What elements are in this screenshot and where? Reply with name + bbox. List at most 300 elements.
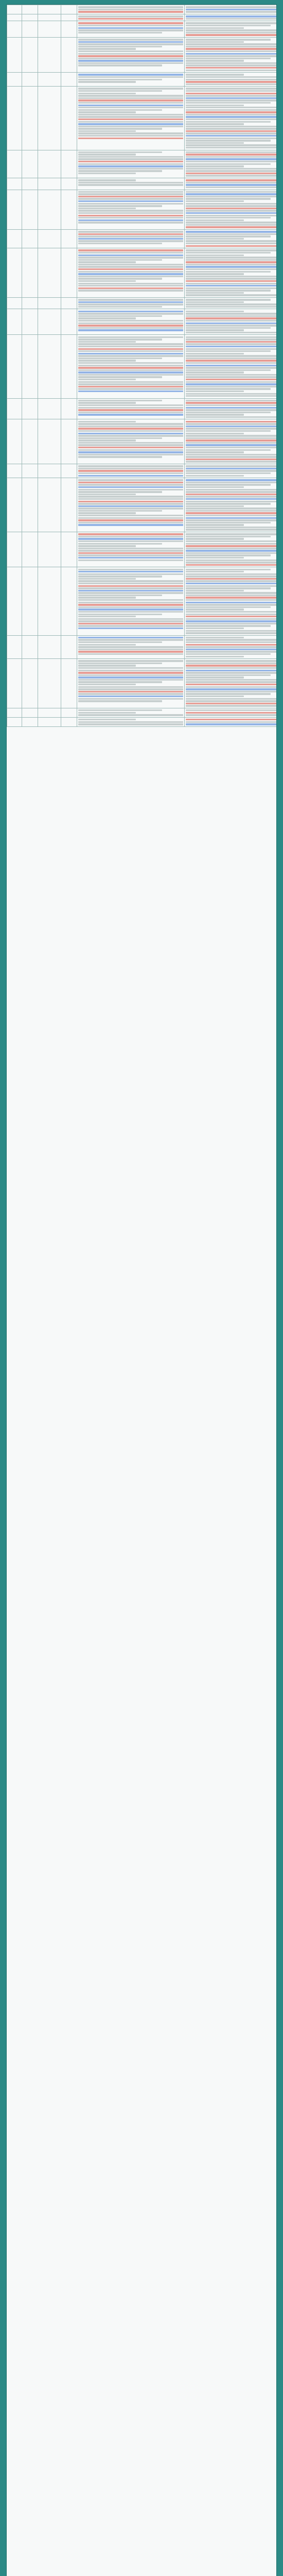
control-measures-cell — [185, 419, 277, 464]
text-line-placeholder — [186, 456, 277, 457]
text-line-placeholder — [78, 721, 183, 723]
risk-areas-cell — [77, 14, 185, 21]
province-cell — [7, 464, 22, 478]
text-line-placeholder — [186, 641, 277, 643]
text-line-placeholder — [78, 320, 183, 321]
text-line-placeholder — [78, 665, 136, 666]
city-cell — [22, 87, 38, 150]
table-row — [7, 464, 277, 478]
text-line-placeholder — [186, 217, 271, 218]
text-line-placeholder — [78, 402, 136, 403]
text-line-placeholder — [78, 346, 183, 347]
province-cell — [7, 73, 22, 87]
text-line-placeholder — [78, 200, 183, 202]
province-cell — [7, 478, 22, 532]
text-line-placeholder — [186, 381, 277, 383]
text-line-placeholder — [186, 138, 277, 139]
text-line-placeholder — [186, 632, 277, 634]
text-line-placeholder — [186, 303, 277, 305]
risk-level-cell — [61, 248, 77, 298]
text-line-placeholder — [186, 575, 277, 577]
text-line-placeholder — [186, 156, 277, 158]
text-line-placeholder — [186, 585, 277, 587]
risk-areas-cell — [77, 567, 185, 635]
text-line-placeholder — [78, 606, 183, 608]
text-line-placeholder — [78, 358, 162, 359]
risk-level-cell — [61, 335, 77, 398]
text-line-placeholder — [78, 60, 183, 61]
text-line-placeholder — [78, 53, 183, 55]
text-line-placeholder — [186, 681, 277, 683]
province-cell — [7, 87, 22, 150]
text-line-placeholder — [186, 395, 277, 397]
text-line-placeholder — [78, 693, 183, 694]
text-line-placeholder — [186, 182, 277, 183]
text-line-placeholder — [78, 329, 183, 331]
text-line-placeholder — [78, 240, 183, 242]
text-line-placeholder — [186, 261, 277, 263]
text-line-placeholder — [78, 109, 162, 111]
text-line-placeholder — [186, 404, 277, 406]
text-line-placeholder — [78, 191, 183, 193]
text-line-placeholder — [78, 430, 183, 432]
text-line-placeholder — [78, 672, 183, 673]
text-line-placeholder — [78, 472, 183, 474]
district-cell — [38, 73, 61, 87]
risk-areas-cell — [77, 309, 185, 335]
text-line-placeholder — [78, 210, 183, 211]
text-line-placeholder — [78, 684, 136, 685]
text-line-placeholder — [78, 571, 183, 572]
text-line-placeholder — [186, 22, 277, 24]
text-line-placeholder — [78, 580, 183, 582]
text-line-placeholder — [186, 315, 277, 317]
text-line-placeholder — [186, 70, 277, 71]
text-line-placeholder — [186, 11, 277, 12]
control-measures-cell — [185, 178, 277, 190]
text-line-placeholder — [186, 437, 277, 439]
text-line-placeholder — [78, 135, 183, 137]
table-row — [7, 248, 277, 298]
text-line-placeholder — [186, 231, 277, 232]
text-line-placeholder — [186, 187, 277, 188]
province-cell — [7, 229, 22, 248]
text-line-placeholder — [78, 423, 183, 425]
text-line-placeholder — [78, 243, 162, 244]
text-line-placeholder — [78, 482, 183, 483]
text-line-placeholder — [78, 156, 183, 158]
text-line-placeholder — [186, 407, 277, 409]
text-line-placeholder — [78, 233, 183, 235]
risk-areas-cell — [77, 297, 185, 309]
control-measures-cell — [185, 309, 277, 335]
text-line-placeholder — [78, 486, 183, 488]
province-cell — [7, 659, 22, 708]
text-line-placeholder — [186, 6, 277, 8]
text-line-placeholder — [186, 527, 277, 528]
text-line-placeholder — [186, 430, 271, 432]
district-cell — [38, 398, 61, 419]
province-cell — [7, 150, 22, 178]
text-line-placeholder — [78, 616, 136, 617]
province-cell — [7, 37, 22, 72]
text-line-placeholder — [186, 50, 277, 52]
text-line-placeholder — [186, 686, 277, 688]
risk-areas-cell — [77, 150, 185, 178]
text-line-placeholder — [78, 151, 162, 153]
text-line-placeholder — [78, 524, 183, 526]
text-line-placeholder — [78, 484, 183, 485]
text-line-placeholder — [186, 245, 277, 247]
text-line-placeholder — [186, 611, 277, 613]
district-cell — [38, 567, 61, 635]
text-line-placeholder — [186, 447, 277, 448]
text-line-placeholder — [186, 90, 277, 92]
text-line-placeholder — [186, 111, 277, 113]
text-line-placeholder — [186, 114, 277, 115]
text-line-placeholder — [186, 222, 277, 223]
text-line-placeholder — [78, 76, 183, 78]
province-cell — [7, 297, 22, 309]
province-cell — [7, 248, 22, 298]
text-line-placeholder — [186, 616, 277, 617]
text-line-placeholder — [186, 580, 277, 582]
text-line-placeholder — [78, 217, 183, 218]
text-line-placeholder — [186, 496, 277, 497]
text-line-placeholder — [186, 674, 271, 676]
control-measures-cell — [185, 190, 277, 229]
text-line-placeholder — [186, 249, 277, 251]
text-line-placeholder — [78, 421, 136, 422]
text-line-placeholder — [186, 656, 244, 657]
text-line-placeholder — [186, 88, 277, 89]
text-line-placeholder — [186, 301, 244, 303]
text-line-placeholder — [186, 550, 277, 551]
text-line-placeholder — [78, 208, 136, 209]
text-line-placeholder — [78, 505, 183, 507]
text-line-placeholder — [78, 116, 183, 117]
text-line-placeholder — [186, 29, 277, 31]
text-line-placeholder — [78, 323, 183, 324]
text-line-placeholder — [186, 721, 277, 723]
text-line-placeholder — [78, 173, 136, 174]
text-line-placeholder — [78, 118, 183, 120]
text-line-placeholder — [78, 491, 162, 493]
text-line-placeholder — [78, 235, 183, 237]
text-line-placeholder — [78, 676, 183, 678]
text-line-placeholder — [78, 614, 162, 615]
district-cell — [38, 87, 61, 150]
text-line-placeholder — [186, 623, 277, 624]
text-line-placeholder — [78, 475, 183, 477]
text-line-placeholder — [186, 703, 277, 704]
text-line-placeholder — [78, 261, 136, 263]
text-line-placeholder — [78, 479, 183, 481]
text-line-placeholder — [186, 426, 277, 427]
text-line-placeholder — [78, 338, 162, 340]
control-measures-cell — [185, 150, 277, 178]
text-line-placeholder — [78, 442, 183, 444]
text-line-placeholder — [186, 536, 271, 537]
text-line-placeholder — [186, 538, 244, 539]
province-cell — [7, 335, 22, 398]
text-line-placeholder — [186, 323, 277, 324]
text-line-placeholder — [78, 88, 183, 89]
text-line-placeholder — [186, 205, 277, 207]
text-line-placeholder — [78, 517, 183, 519]
district-cell — [38, 37, 61, 72]
text-line-placeholder — [78, 325, 183, 326]
district-cell — [38, 178, 61, 190]
text-line-placeholder — [186, 578, 277, 580]
text-line-placeholder — [186, 688, 277, 690]
risk-areas-cell — [77, 73, 185, 87]
text-line-placeholder — [78, 58, 183, 59]
text-line-placeholder — [186, 99, 277, 101]
text-line-placeholder — [78, 575, 162, 577]
text-line-placeholder — [78, 203, 183, 205]
text-line-placeholder — [78, 360, 136, 361]
text-line-placeholder — [78, 62, 183, 64]
text-line-placeholder — [186, 524, 244, 526]
text-line-placeholder — [186, 461, 277, 462]
text-line-placeholder — [78, 287, 183, 289]
text-line-placeholder — [186, 67, 277, 69]
text-line-placeholder — [78, 454, 183, 455]
text-line-placeholder — [78, 519, 183, 521]
text-line-placeholder — [78, 414, 183, 415]
risk-areas-cell — [77, 398, 185, 419]
text-line-placeholder — [78, 595, 162, 596]
text-line-placeholder — [186, 325, 277, 326]
text-line-placeholder — [78, 545, 136, 547]
text-line-placeholder — [186, 512, 277, 514]
text-line-placeholder — [78, 412, 183, 413]
text-line-placeholder — [78, 700, 162, 702]
text-line-placeholder — [186, 602, 277, 603]
text-line-placeholder — [78, 198, 183, 199]
text-line-placeholder — [186, 365, 277, 366]
text-line-placeholder — [78, 573, 183, 575]
text-line-placeholder — [186, 346, 277, 347]
text-line-placeholder — [186, 416, 277, 418]
control-measures-cell — [185, 659, 277, 708]
text-line-placeholder — [186, 60, 244, 61]
text-line-placeholder — [78, 348, 183, 350]
text-line-placeholder — [186, 519, 277, 521]
text-line-placeholder — [78, 536, 183, 537]
risk-level-cell — [61, 635, 77, 658]
text-line-placeholder — [78, 456, 162, 457]
text-line-placeholder — [78, 249, 183, 251]
text-line-placeholder — [186, 233, 277, 235]
province-cell — [7, 398, 22, 419]
city-cell — [22, 532, 38, 567]
text-line-placeholder — [186, 79, 277, 80]
table-row — [7, 478, 277, 532]
text-line-placeholder — [186, 630, 277, 632]
control-measures-cell — [185, 398, 277, 419]
text-line-placeholder — [78, 184, 183, 185]
text-line-placeholder — [78, 552, 183, 554]
text-line-placeholder — [78, 15, 183, 17]
text-line-placeholder — [78, 306, 162, 308]
text-line-placeholder — [78, 99, 183, 101]
text-line-placeholder — [186, 470, 277, 471]
text-line-placeholder — [186, 255, 244, 256]
text-line-placeholder — [78, 447, 183, 448]
table-row — [7, 309, 277, 335]
text-line-placeholder — [78, 686, 183, 688]
text-line-placeholder — [186, 573, 277, 575]
text-line-placeholder — [186, 179, 277, 181]
text-line-placeholder — [186, 212, 277, 214]
district-cell — [38, 309, 61, 335]
text-line-placeholder — [186, 564, 277, 566]
text-line-placeholder — [186, 336, 277, 338]
text-line-placeholder — [186, 151, 277, 153]
text-line-placeholder — [186, 637, 244, 638]
text-line-placeholder — [186, 515, 277, 516]
text-line-placeholder — [186, 34, 277, 36]
text-line-placeholder — [78, 355, 183, 357]
text-line-placeholder — [186, 639, 277, 640]
risk-level-cell — [61, 14, 77, 21]
text-line-placeholder — [186, 386, 277, 387]
text-line-placeholder — [186, 276, 277, 277]
text-line-placeholder — [186, 423, 277, 425]
control-measures-cell — [185, 335, 277, 398]
text-line-placeholder — [186, 595, 277, 596]
text-line-placeholder — [186, 696, 244, 697]
text-line-placeholder — [186, 597, 277, 598]
text-line-placeholder — [186, 391, 244, 392]
risk-areas-cell — [77, 5, 185, 14]
text-line-placeholder — [186, 283, 277, 284]
text-line-placeholder — [186, 264, 277, 265]
province-cell — [7, 14, 22, 21]
text-line-placeholder — [78, 444, 183, 446]
text-line-placeholder — [186, 552, 277, 554]
risk-level-cell — [61, 532, 77, 567]
risk-level-cell — [61, 419, 77, 464]
text-line-placeholder — [186, 144, 277, 146]
text-line-placeholder — [186, 311, 244, 312]
table-row — [7, 21, 277, 38]
text-line-placeholder — [186, 32, 277, 33]
text-line-placeholder — [78, 369, 183, 371]
text-line-placeholder — [186, 651, 277, 652]
text-line-placeholder — [78, 64, 162, 66]
text-line-placeholder — [186, 55, 277, 57]
text-line-placeholder — [186, 81, 277, 82]
text-line-placeholder — [186, 475, 244, 477]
table-row — [7, 37, 277, 72]
text-line-placeholder — [186, 684, 277, 685]
text-line-placeholder — [186, 484, 271, 485]
text-line-placeholder — [186, 374, 277, 376]
text-line-placeholder — [78, 590, 183, 591]
risk-level-cell — [61, 297, 77, 309]
text-line-placeholder — [78, 510, 162, 512]
text-line-placeholder — [78, 667, 183, 669]
text-line-placeholder — [186, 140, 271, 141]
text-line-placeholder — [186, 444, 277, 446]
text-line-placeholder — [78, 90, 162, 92]
text-line-placeholder — [186, 376, 277, 378]
text-line-placeholder — [78, 623, 183, 624]
table-row — [7, 567, 277, 635]
text-line-placeholder — [186, 25, 271, 26]
text-line-placeholder — [78, 449, 183, 451]
text-line-placeholder — [186, 548, 277, 549]
text-line-placeholder — [78, 696, 183, 697]
text-line-placeholder — [186, 343, 277, 345]
text-line-placeholder — [186, 278, 277, 279]
text-line-placeholder — [78, 371, 183, 373]
city-cell — [22, 190, 38, 229]
risk-areas-cell — [77, 37, 185, 72]
text-line-placeholder — [78, 611, 183, 613]
text-line-placeholder — [78, 468, 183, 469]
text-line-placeholder — [186, 360, 277, 361]
text-line-placeholder — [186, 215, 277, 216]
text-line-placeholder — [78, 46, 162, 47]
text-line-placeholder — [78, 353, 183, 354]
province-cell — [7, 21, 22, 38]
text-line-placeholder — [186, 554, 271, 556]
text-line-placeholder — [78, 646, 183, 648]
text-line-placeholder — [78, 637, 183, 638]
text-line-placeholder — [78, 107, 183, 108]
risk-areas-cell — [77, 478, 185, 532]
text-line-placeholder — [78, 32, 162, 33]
province-cell — [7, 635, 22, 658]
text-line-placeholder — [186, 161, 277, 162]
text-line-placeholder — [78, 79, 162, 80]
text-line-placeholder — [186, 414, 244, 415]
text-line-placeholder — [186, 712, 277, 714]
text-line-placeholder — [78, 130, 136, 132]
text-line-placeholder — [78, 709, 162, 711]
text-line-placeholder — [78, 273, 183, 275]
text-line-placeholder — [186, 193, 277, 195]
province-cell — [7, 309, 22, 335]
text-line-placeholder — [78, 313, 183, 314]
text-line-placeholder — [78, 105, 183, 106]
table-row — [7, 87, 277, 150]
text-line-placeholder — [78, 205, 162, 207]
text-line-placeholder — [186, 243, 277, 244]
risk-level-cell — [61, 478, 77, 532]
text-line-placeholder — [186, 154, 277, 155]
text-line-placeholder — [186, 83, 277, 85]
risk-areas-cell — [77, 708, 185, 717]
text-line-placeholder — [186, 569, 271, 570]
text-line-placeholder — [186, 571, 244, 572]
text-line-placeholder — [78, 219, 183, 221]
text-line-placeholder — [186, 663, 277, 664]
text-line-placeholder — [78, 679, 183, 681]
text-line-placeholder — [186, 93, 277, 94]
text-line-placeholder — [78, 653, 183, 655]
text-line-placeholder — [78, 719, 136, 720]
text-line-placeholder — [78, 557, 183, 558]
text-line-placeholder — [186, 679, 277, 681]
text-line-placeholder — [186, 428, 277, 429]
control-measures-cell — [185, 229, 277, 248]
text-line-placeholder — [186, 294, 277, 296]
